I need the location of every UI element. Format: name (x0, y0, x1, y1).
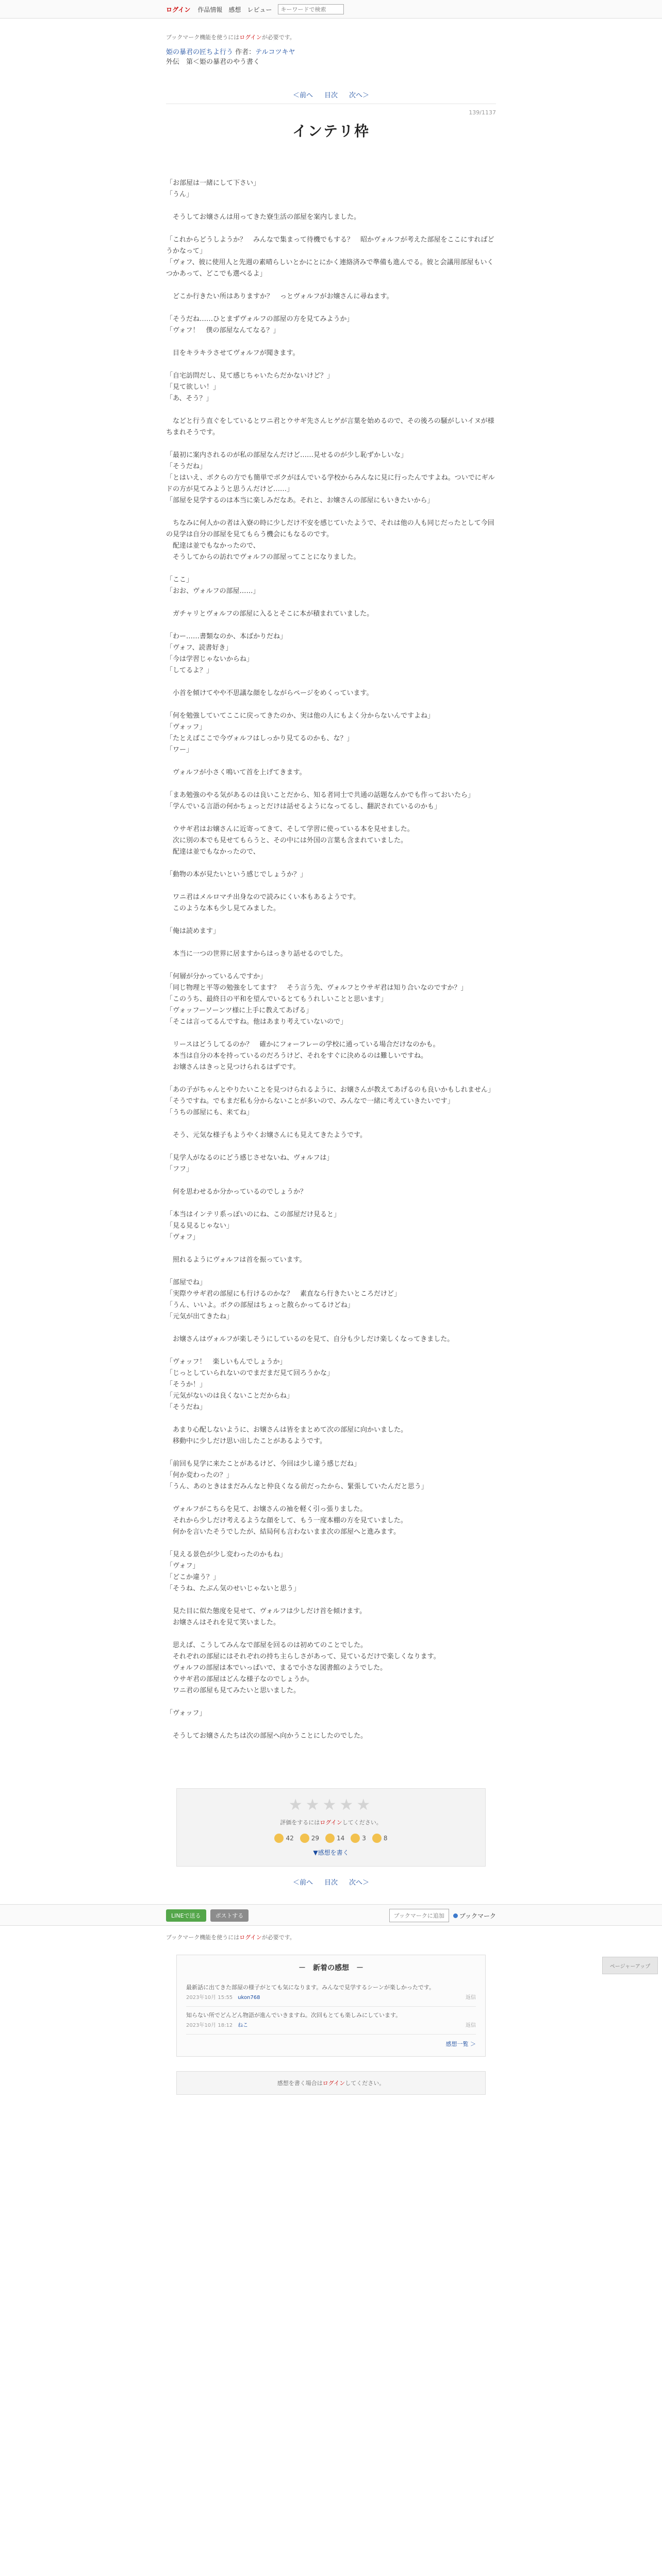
body-paragraph: そうしてお嬢さんたちは次の部屋へ向かうことにしたのでした。 (166, 1732, 368, 1740)
body-paragraph (166, 937, 496, 948)
impression-text: 最新話に出てきた部屋の様子がとても気になります。みんなで見学するシーンが楽しかったです。 (186, 1984, 435, 1991)
share-bar-inner (166, 1905, 496, 1926)
body-paragraph: 「ヴォッフ」 (166, 1709, 206, 1717)
body-paragraph (166, 880, 496, 892)
write-impression-box (176, 2071, 486, 2095)
bookmark-toggle[interactable] (453, 1911, 496, 1920)
recent-impressions (176, 1955, 486, 2057)
impression-user-link[interactable]: ukon768 (238, 1995, 260, 2001)
body-paragraph (166, 563, 496, 574)
body-paragraph: 配達は並でもなかったので、 (166, 848, 260, 856)
body-paragraph (166, 597, 496, 608)
impression-meta (186, 1993, 476, 2002)
body-paragraph (166, 778, 496, 790)
body-paragraph: あまり心配しないように、お嬢さんは皆をまとめて次の部屋に向かいました。 (166, 1426, 408, 1434)
body-paragraph (166, 812, 496, 824)
impression-date: 2023年10月 18:12 (186, 2023, 233, 2028)
body-paragraph: 「元気が出てきたね」 (166, 1313, 234, 1320)
author-link[interactable]: テルコツキヤ (255, 48, 295, 56)
body-paragraph: お嬢さんはきっと見つけられるはずです。 (166, 1063, 300, 1071)
body-paragraph: お嬢さんはヴォルフが楽しそうにしているのを見て、自分も少しだけ楽しくなってきました。 (166, 1335, 454, 1343)
line-share-button[interactable]: LINEで送る (166, 1909, 206, 1922)
body-paragraph (166, 1198, 496, 1209)
reaction-smile[interactable] (300, 1834, 319, 1843)
body-paragraph (166, 1243, 496, 1255)
body-paragraph: 「何を勉強していてここに戻ってきたのか、実は他の人にもよく分からないんですよね」 (166, 712, 435, 720)
body-paragraph (166, 280, 496, 291)
reaction-count: 8 (383, 1835, 388, 1842)
body-paragraph: 「本当はインテリ系っぽいのにね、この部屋だけ見ると」 (166, 1211, 341, 1218)
body-paragraph: 何を思わせるか分かっているのでしょうか？ (166, 1188, 307, 1196)
body-paragraph: 「これからどうしようか？ みんなで集まって待機でもする？ 昭かヴォルフが考えた部屋をここにすればどうかなって」 (166, 236, 494, 255)
bookmark-icon (453, 1913, 458, 1918)
body-paragraph (166, 1345, 496, 1357)
body-paragraph: 「今は学習じゃないからね」 (166, 655, 254, 663)
login-link[interactable]: ログイン (166, 6, 191, 13)
body-paragraph: 「前回も見学に来たことがあるけど、今回は少し違う感じだね」 (166, 1460, 361, 1468)
top-nav (197, 5, 272, 14)
body-paragraph: 見た目に似た態度を見せて、ヴォルフは少しだけ首を傾けます。 (166, 1607, 367, 1615)
body-paragraph (166, 858, 496, 869)
bottom-box-after: してください。 (345, 2080, 385, 2087)
body-paragraph (166, 1073, 496, 1084)
rating-panel (176, 1788, 486, 1867)
body-paragraph: 「そうね、たぶん気のせいじゃないと思う」 (166, 1585, 301, 1592)
toc-link[interactable]: 目次 (324, 1879, 338, 1887)
body-paragraph: 「とはいえ、ボクらの方でも簡単でボクがほんでいる学校からみんなに見に行ったんですよね。ついでにギルドの方が見てみようと思うんだけど……」 (166, 474, 495, 493)
body-paragraph: ガチャリとヴォルフの部屋に入るとそこに本が積まれていました。 (166, 610, 374, 618)
body-paragraph: 「何か変わったの？」 (166, 1471, 233, 1479)
body-paragraph: 「学んでいる言語の何かちょっとだけは話せるようになってるし、翻訳されているのかも」 (166, 803, 441, 810)
author-label: 作者： (235, 48, 256, 56)
body-paragraph: そう、元気な様子もようやくお嬢さんにも見えてきたようです。 (166, 1131, 367, 1139)
body-paragraph (166, 1323, 496, 1334)
body-paragraph: 「そこは言ってるんですね。他はあまり考えていないので」 (166, 1018, 347, 1026)
body-paragraph: 「動物の本が見たいという感じでしょうか？」 (166, 871, 307, 878)
add-bookmark-button[interactable]: ブックマークに追加 (389, 1909, 449, 1922)
bottom-login-link[interactable]: ログイン (322, 2080, 345, 2087)
next-link[interactable]: 次へ＞ (349, 92, 370, 99)
body-paragraph (166, 1175, 496, 1187)
body-paragraph: などと行う直ぐをしているとワニ君とウサギ先さんヒゲが言葉を始めるので、その後ろの騒がしいイヌが様ちまれそうです。 (166, 417, 494, 436)
body-paragraph: 「ワー」 (166, 746, 193, 754)
body-paragraph (166, 438, 496, 450)
body-paragraph: 「ヴォフ」 (166, 1233, 200, 1241)
body-paragraph: 「ここ」 (166, 576, 193, 584)
body-paragraph: ヴォルフがこちらを見て、お嬢さんの袖を軽く引っ張りました。 (166, 1505, 367, 1513)
body-paragraph: 配達は並でもなかったので、 (166, 542, 260, 550)
prev-link[interactable]: ＜前へ (292, 92, 313, 99)
reaction-clap[interactable] (372, 1834, 388, 1843)
reaction-wow[interactable] (351, 1834, 366, 1843)
body-paragraph: 「元気がないのは良くないことだからね」 (166, 1392, 294, 1400)
series-title-link[interactable]: 姫の暴君の匠ちよ行う (166, 48, 234, 56)
cry-icon (325, 1834, 335, 1843)
body-paragraph (166, 223, 496, 234)
body-paragraph (166, 200, 496, 212)
body-paragraph: 「ヴォフ、彼に使用人と先週の素晴らしいとかにとにかく連絡済みで準備も進んでる。彼と会議用部屋もいくつかあって、どこでも選べるよ」 (166, 259, 494, 278)
body-paragraph: 「部屋でね」 (166, 1279, 207, 1286)
footer-notice-after: が必要です。 (261, 1934, 295, 1941)
impression-date: 2023年10月 15:55 (186, 1995, 233, 2001)
body-paragraph: ちなみに何人かの者は入寮の時に少しだけ不安を感じていたようで、それは他の人も同じだったとして今回の見学は自分の部屋を見てもらう機会にもなるのです。 (166, 519, 494, 538)
body-paragraph: 「ヴォフ」 (166, 1562, 200, 1570)
prev-link[interactable]: ＜前へ (292, 1879, 313, 1887)
body-paragraph (166, 1629, 496, 1640)
impressions-more-link[interactable]: 感想一覧 ＞ (445, 2041, 476, 2047)
body-paragraph: リースはどうしてるのか？ 確かにフォーフレーの学校に通っている場合だけなのかも。 (166, 1041, 440, 1048)
reaction-count: 14 (337, 1835, 345, 1842)
body-paragraph: そうしてからの訪れでヴォルフの部屋ってことになりました。 (166, 553, 360, 561)
body-paragraph (166, 1141, 496, 1153)
body-paragraph: 「わー……書類なのか、本ばかりだね」 (166, 633, 287, 640)
body-paragraph: ワニ君はメルロマチ出身なので読みにくい本もあるようです。 (166, 893, 360, 901)
footer-notice-before: ブックマーク機能を使うには (166, 1934, 240, 1941)
nav-info[interactable]: 作品情報 (197, 6, 223, 13)
body-paragraph: 次に別の本でも見せてもらうと、その中には外国の言葉も含まれていました。 (166, 837, 408, 844)
bookmark-notice (166, 33, 496, 41)
body-paragraph: 照れるようにヴォルフは首を振っています。 (166, 1256, 306, 1264)
body-paragraph: 「このうち、最終日の平和を望んでいるとてもうれしいことと思います」 (166, 995, 388, 1003)
body-paragraph (166, 1447, 496, 1459)
body-paragraph (166, 1266, 496, 1277)
toc-link[interactable]: 目次 (324, 92, 338, 99)
impressions-more-link-wrap (186, 2040, 476, 2048)
notice-text-after: が必要です。 (261, 34, 295, 41)
share-bar (0, 1904, 662, 1926)
clap-icon (372, 1834, 382, 1843)
story-number: 139/1137 (469, 109, 496, 116)
body-paragraph: そうしてお嬢さんは用ってきた寮生活の部屋を案内しました。 (166, 213, 361, 221)
body-paragraph: 「おお、ヴォルフの部屋……」 (166, 587, 260, 595)
bookmark-label: ブックマーク (459, 1912, 496, 1920)
body-paragraph: 「うん」 (166, 191, 193, 198)
body-paragraph: 「見える景色が少し変わったのかもね」 (166, 1551, 287, 1558)
body-paragraph: 「あの子がちゃんとやりたいことを見つけられるように、お嬢さんが教えてあげるのも良いかもしれません」 (166, 1086, 495, 1094)
pager-up-tab[interactable]: ページャーアップ (602, 1957, 658, 1974)
chapter-title: インテリ枠 (292, 123, 370, 140)
body-paragraph: 「見学人がなるのにどう感じさせないね、ヴォルフは」 (166, 1154, 334, 1162)
impression-item (186, 1979, 476, 2007)
body-paragraph: 移動中に少しだけ思い出したことがあるようです。 (166, 1437, 326, 1445)
body-paragraph: どこか行きたい所はありますか？ っとヴォルフがお嬢さんに尋ねます。 (166, 293, 393, 300)
body-paragraph: 「あ、そう？」 (166, 395, 213, 402)
body-paragraph: 「自宅訪問だし、見て感じちゃいたらだかないけど？」 (166, 372, 334, 380)
notice-login-link[interactable]: ログイン (239, 34, 262, 41)
body-paragraph (166, 1719, 496, 1731)
body-paragraph (166, 960, 496, 971)
reaction-count: 3 (362, 1835, 366, 1842)
body-paragraph: 思えば、こうしてみんなで部屋を回るのは初めてのことでした。 (166, 1641, 368, 1649)
body-paragraph: 「実際ウサギ君の部屋にも行けるのかな？ 素直なら行きたいところだけど」 (166, 1290, 401, 1298)
body-paragraph: 「ヴォフ、読書好き」 (166, 644, 233, 652)
body-paragraph (166, 676, 496, 688)
body-paragraph: 「お部屋は一緒にして下さい」 (166, 179, 260, 187)
impression-meta (186, 2021, 476, 2030)
body-paragraph: 「そうだね」 (166, 463, 207, 470)
impression-tag[interactable]: 返信 (466, 2023, 476, 2028)
body-paragraph: 「ヴォフ！ 僕の部屋なんてなる？」 (166, 327, 280, 334)
rating-note (177, 1818, 485, 1826)
body-paragraph (166, 506, 496, 518)
body-paragraph: ヴォルフが小さく鳴いて首を上げてきます。 (166, 769, 306, 776)
body-paragraph: 「じっとしていられないのでまだまだ見て回ろうかな」 (166, 1369, 334, 1377)
body-paragraph (166, 914, 496, 926)
search-input[interactable] (278, 4, 344, 14)
impressions-heading: － 新着の感想 － (299, 1964, 363, 1972)
body-paragraph (166, 404, 496, 416)
body-paragraph: 「そうですね。でもまだ私も分からないことが多いので、みんなで一緒に考えていきたいです」 (166, 1097, 454, 1105)
chapter-body (166, 178, 496, 1742)
body-paragraph (166, 699, 496, 710)
body-paragraph (166, 1028, 496, 1039)
body-paragraph (166, 1538, 496, 1549)
body-paragraph: 「してるよ？」 (166, 667, 213, 674)
body-paragraph: ウサギ君の部屋はどんな様子なのでしょうか。 (166, 1675, 314, 1683)
rating-note-after: してください。 (342, 1819, 382, 1826)
reaction-cry[interactable] (325, 1834, 344, 1843)
series-sub: 外伝 第＜姫の暴君のやう書く (166, 58, 260, 66)
body-paragraph: 「まあ勉強のやる気があるのは良いことだから、知る者同士で共通の話題なんかでも作っておいたら」 (166, 791, 475, 799)
body-paragraph: 「ヴォッフ」 (166, 723, 206, 731)
body-paragraph: それから少しだけ考えるような顔をして、もう一度本棚の方を見ていました。 (166, 1517, 407, 1524)
body-paragraph: 「ヴォッフ！ 楽しいもんでしょうか」 (166, 1358, 287, 1366)
body-paragraph: 本当に一つの世界に居ますからはっきり話せるのでした。 (166, 950, 347, 958)
impression-tag[interactable]: 返信 (466, 1995, 476, 2001)
body-paragraph (166, 620, 496, 631)
body-paragraph: 「そうだね……ひとまずヴォルフの部屋の方を見てみようか」 (166, 315, 354, 323)
like-icon (274, 1834, 284, 1843)
body-paragraph: 「うちの部屋にも、来てね」 (166, 1109, 254, 1116)
body-paragraph: 「部屋を見学するのは本当に楽しみだなあ。それと、お嬢さんの部屋にもいきたいから」 (166, 497, 434, 504)
body-paragraph: 「見る見るじゃない」 (166, 1222, 234, 1230)
body-paragraph: お嬢さんはそれを見て笑いました。 (166, 1619, 280, 1626)
impression-user-link[interactable]: ねこ (238, 2023, 249, 2028)
footer-notice (166, 1933, 496, 1941)
body-paragraph (166, 336, 496, 348)
rating-login-link[interactable]: ログイン (320, 1819, 342, 1826)
impression-text: 知らない所でどんどん物語が進んでいきますね。次回もとても楽しみにしています。 (186, 2012, 402, 2019)
reaction-count: 29 (311, 1835, 319, 1842)
body-paragraph: 何かを言いたそうでしたが、結局何も言わないまま次の部屋へと進みます。 (166, 1528, 400, 1536)
body-paragraph: 本当は自分の本を持っているのだろうけど、それをすぐに決めるのは難しいですね。 (166, 1052, 428, 1060)
body-paragraph: 「フフ」 (166, 1165, 193, 1173)
body-paragraph: 「俺は読めます」 (166, 927, 220, 935)
nav-impressions[interactable]: 感想 (228, 6, 241, 13)
post-share-button[interactable]: ポストする (210, 1909, 249, 1922)
write-impression-link[interactable]: ▼感想を書く (313, 1849, 349, 1856)
notice-text-before: ブックマーク機能を使うには (166, 34, 240, 41)
body-paragraph: 目をキラキラさせてヴォルフが聞きます。 (166, 349, 300, 357)
footer-login-link[interactable]: ログイン (239, 1934, 262, 1941)
body-paragraph: 「見て欲しい！」 (166, 383, 220, 391)
body-paragraph (166, 1595, 496, 1606)
body-paragraph: 「うん、あのときはまだみんなと仲良くなる前だったから、緊張していたんだと思う」 (166, 1483, 428, 1490)
body-paragraph (166, 1697, 496, 1708)
rating-note-before: 評価をするには (280, 1819, 320, 1826)
bottom-box-before: 感想を書く場合は (277, 2080, 323, 2087)
top-bar-inner (166, 0, 496, 19)
body-paragraph (166, 302, 496, 314)
body-paragraph: 小首を傾けてやや不思議な顔をしながらページをめくっています。 (166, 689, 373, 697)
body-paragraph: 「たとえばここで今ヴォルフはしっかり見てるのかも、な？」 (166, 735, 354, 742)
body-paragraph (166, 1413, 496, 1425)
body-paragraph: 「最初に案内されるのが私の部屋なんだけど……見せるのが少し恥ずかしいな」 (166, 451, 408, 459)
body-paragraph (166, 756, 496, 767)
body-paragraph: ウサギ君はお嬢さんに近寄ってきて、そして学習に使っている本を見せました。 (166, 825, 414, 833)
body-paragraph (166, 1118, 496, 1130)
top-bar (0, 0, 662, 19)
body-paragraph: 「どこか違う？」 (166, 1573, 220, 1581)
next-link[interactable]: 次へ＞ (349, 1879, 370, 1887)
top-pager (166, 90, 496, 99)
impression-item (186, 2007, 476, 2035)
body-paragraph: このような本も少し見てみました。 (166, 905, 280, 912)
reaction-count: 42 (286, 1835, 294, 1842)
reaction-row (177, 1834, 485, 1843)
body-paragraph (166, 359, 496, 370)
body-paragraph (166, 1493, 496, 1504)
body-paragraph: 「ヴォッフーソーンツ様に上手に教えてあげる」 (166, 1007, 313, 1014)
reaction-like[interactable] (274, 1834, 293, 1843)
nav-review[interactable]: レビュー (247, 6, 272, 13)
body-paragraph: 「そうか！」 (166, 1381, 207, 1388)
smile-icon (300, 1834, 309, 1843)
body-paragraph: ワニ君の部屋も見てみたいと思いました。 (166, 1687, 301, 1694)
body-paragraph: 「同じ物理と平等の勉強をしてます？ そう言う先、ヴォルフとウサギ君は知り合いなのですか？」 (166, 984, 468, 992)
wow-icon (351, 1834, 360, 1843)
body-paragraph: 「そうだね」 (166, 1403, 207, 1411)
body-paragraph: それぞれの部屋にはそれぞれの持ち主らしさがあって、見ているだけで楽しくなります。 (166, 1653, 440, 1660)
body-paragraph: 「何層が分かっているんですか」 (166, 973, 267, 980)
bottom-pager (166, 1877, 496, 1887)
rating-stars[interactable]: ★★★★★ (288, 1796, 374, 1814)
body-paragraph: ヴォルフの部屋は本でいっぱいで、まるで小さな図書館のようでした。 (166, 1664, 387, 1672)
body-paragraph: 「うん、いいよ。ボクの部屋はちょっと散らかってるけどね」 (166, 1301, 354, 1309)
series-info (166, 47, 496, 67)
